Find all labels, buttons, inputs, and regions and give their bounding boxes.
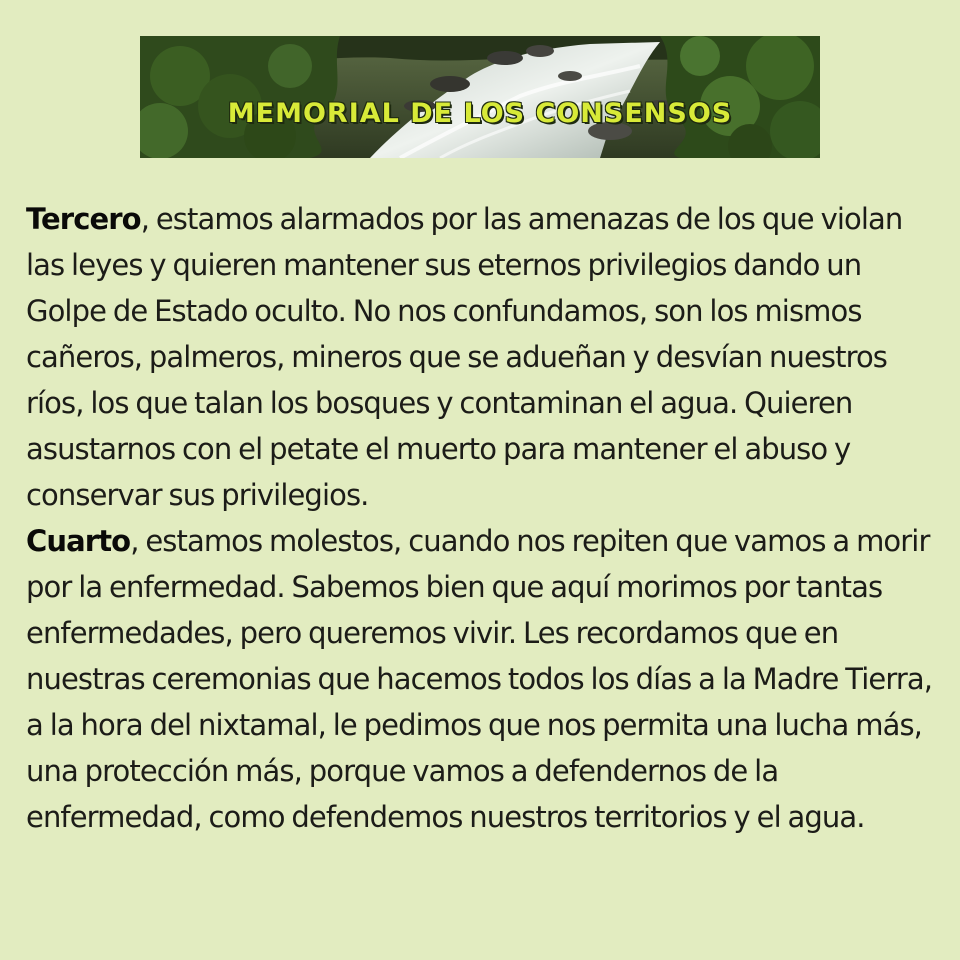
banner-title: MEMORIAL DE LOS CONSENSOS	[227, 98, 733, 129]
document-body	[26, 196, 946, 840]
paragraph-lead: Tercero	[26, 202, 141, 236]
paragraph-text: , estamos alarmados por las amenazas de los que violan las leyes y quieren mantener sus eternos privilegios dando un Golpe de Estado oculto. No nos confundamos, son los mismos cañeros, palmeros, mineros que se adueñan y desvían nuestros ríos, los que talan los bosques y contaminan el agua. Quieren asustarnos con el petate el muerto para mantener el abuso y conservar sus privilegios.	[26, 202, 903, 512]
paragraph-cuarto	[26, 518, 946, 840]
river-photo-image	[140, 36, 820, 158]
paragraph-tercero	[26, 196, 946, 518]
paragraph-text: , estamos molestos, cuando nos repiten que vamos a morir por la enfermedad. Sabemos bien que aquí morimos por tantas enfermedades, pero queremos vivir. Les recordamos que en nuestras ceremonias que hacemos todos los días a la Madre Tierra, a la hora del nixtamal, le pedimos que nos permita una lucha más, una protección más, porque vamos a defendernos de la enfermedad, como defendemos nuestros territorios y el agua.	[26, 524, 933, 834]
paragraph-lead: Cuarto	[26, 524, 131, 558]
header-banner	[140, 36, 820, 158]
